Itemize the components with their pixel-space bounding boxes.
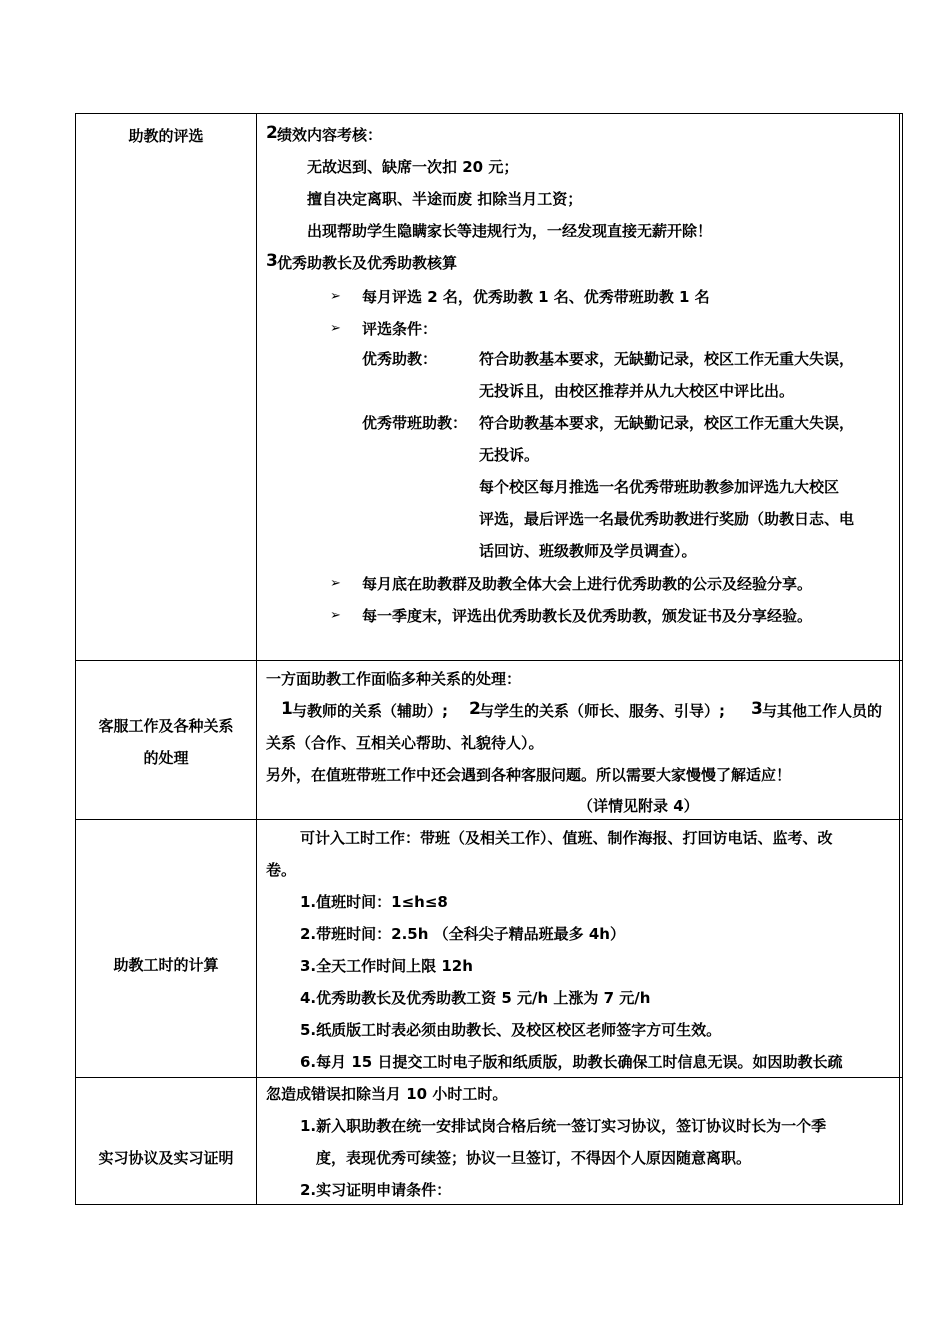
text-line: 与学生的关系（师长、服务、引导）; [479, 702, 726, 720]
bullet-item: 每月底在助教群及助教全体大会上进行优秀助教的公示及经验分享。 [362, 575, 813, 593]
condition-text: 符合助教基本要求，无缺勤记录，校区工作无重大失误， [479, 350, 855, 368]
item-number: 3 [751, 699, 763, 719]
list-item: 1.新入职助教在统一安排试岗合格后统一签订实习协议，签订协议时长为一个季 [300, 1117, 827, 1135]
list-item-cont: 忽造成错误扣除当月 10 小时工时。 [266, 1085, 508, 1103]
condition-text: 每个校区每月推选一名优秀带班助教参加评选九大校区 [479, 478, 840, 496]
text-line: 与教师的关系（辅助）; [292, 702, 448, 720]
text-line: 与其他工作人员的 [762, 702, 883, 720]
row-divider [76, 1077, 902, 1078]
appendix-reference: （详情见附录 4） [578, 797, 699, 815]
bullet-item: 每一季度末，评选出优秀助教长及优秀助教，颁发证书及分享经验。 [362, 607, 813, 625]
item-number: 2 [469, 699, 481, 719]
row-divider [76, 819, 902, 820]
condition-text: 符合助教基本要求，无缺勤记录，校区工作无重大失误， [479, 414, 855, 432]
row-label-assistant-selection: 助教的评选 [128, 127, 204, 145]
list-item-cont: 度，表现优秀可续签；协议一旦签订，不得因个人原因随意离职。 [316, 1149, 752, 1167]
bullet-item: 评选条件： [362, 320, 438, 338]
condition-text: 无投诉且，由校区推荐并从九大校区中评比出。 [479, 382, 795, 400]
text-line: 另外，在值班带班工作中还会遇到各种客服问题。所以需要大家慢慢了解适应！ [266, 766, 792, 784]
text-line: 卷。 [266, 861, 297, 879]
row-label-customer-service-cont: 的处理 [143, 749, 189, 767]
list-item: 2.带班时间：2.5h （全科尖子精品班最多 4h） [300, 925, 625, 943]
section-number: 3 [266, 251, 278, 271]
list-item: 4.优秀助教长及优秀助教工资 5 元/h 上涨为 7 元/h [300, 989, 651, 1007]
row-divider [76, 660, 902, 661]
bullet-arrow-icon: ➢ [330, 608, 341, 623]
column-divider [256, 114, 257, 1204]
bullet-arrow-icon: ➢ [330, 576, 341, 591]
bullet-arrow-icon: ➢ [330, 321, 341, 336]
item-number: 1 [281, 699, 293, 719]
content-table [75, 113, 903, 1205]
list-item: 6.每月 15 日提交工时电子版和纸质版，助教长确保工时信息无误。如因助教长疏 [300, 1053, 843, 1071]
list-item: 2.实习证明申请条件： [300, 1181, 452, 1199]
bullet-item: 每月评选 2 名，优秀助教 1 名、优秀带班助教 1 名 [362, 288, 710, 306]
text-line: 无故迟到、缺席一次扣 20 元； [307, 158, 519, 176]
list-item: 1.值班时间：1≤h≤8 [300, 893, 448, 911]
text-line: 出现帮助学生隐瞒家长等违规行为，一经发现直接无薪开除！ [307, 222, 713, 240]
row-label-internship: 实习协议及实习证明 [98, 1149, 234, 1167]
condition-text: 话回访、班级教师及学员调查）。 [479, 542, 697, 560]
bullet-arrow-icon: ➢ [330, 289, 341, 304]
text-line: 可计入工时工作：带班（及相关工作）、值班、制作海报、打回访电话、监考、改 [300, 829, 833, 847]
section-title: 绩效内容考核： [277, 126, 383, 144]
condition-label: 优秀带班助教： [362, 414, 468, 432]
row-label-customer-service: 客服工作及各种关系 [98, 717, 234, 735]
condition-text: 无投诉。 [479, 446, 540, 464]
text-line: 擅自决定离职、半途而废 扣除当月工资； [307, 190, 583, 208]
row-label-work-hours: 助教工时的计算 [113, 956, 219, 974]
text-line: 关系（合作、互相关心帮助、礼貌待人）。 [266, 734, 544, 752]
condition-text: 评选，最后评选一名最优秀助教进行奖励（助教日志、电 [479, 510, 855, 528]
condition-label: 优秀助教： [362, 350, 438, 368]
list-item: 5.纸质版工时表必须由助教长、及校区校区老师签字方可生效。 [300, 1021, 722, 1039]
section-number: 2 [266, 123, 278, 143]
section-title: 优秀助教长及优秀助教核算 [277, 254, 458, 272]
text-line: 一方面助教工作面临多种关系的处理： [266, 670, 522, 688]
list-item: 3.全天工作时间上限 12h [300, 957, 473, 975]
